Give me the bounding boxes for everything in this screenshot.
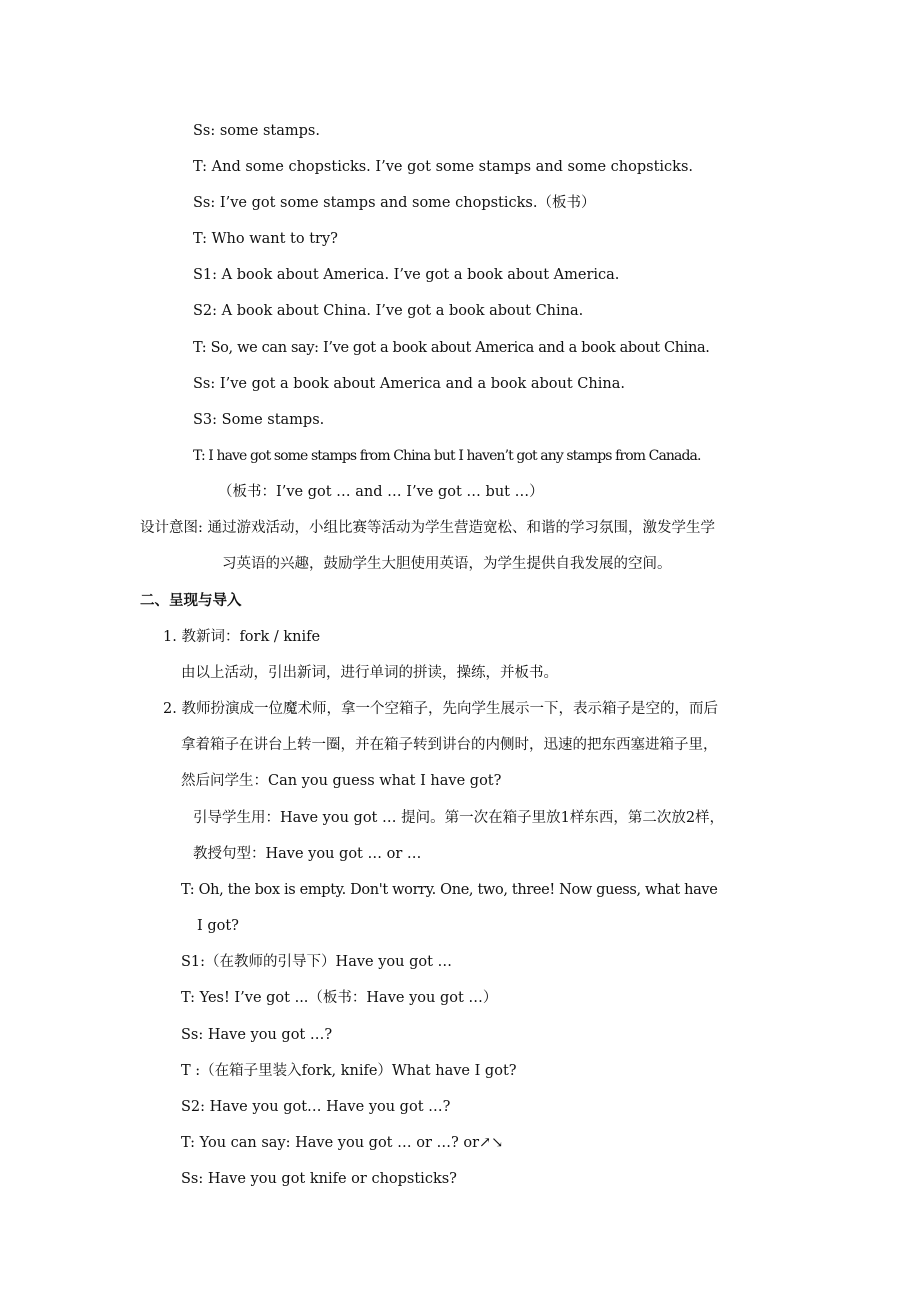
dialogue-line: T: And some chopsticks. I’ve got some stamps and some chopsticks.	[193, 159, 693, 175]
step-description: 然后问学生：Can you guess what I have got?	[181, 773, 502, 789]
dialogue-line: T: Oh, the box is empty. Don't worry. One, two, three! Now guess, what have	[181, 882, 718, 898]
step-description: 由以上活动，引出新词，进行单词的拼读，操练，并板书。	[181, 665, 558, 681]
step-description: 教授句型：Have you got … or …	[193, 846, 422, 862]
step-description: 引导学生用：Have you got … 提问。第一次在箱子里放1样东西，第二次放2样，	[193, 810, 725, 826]
dialogue-line: T: Who want to try?	[193, 231, 338, 247]
dialogue-line: Ss: I’ve got a book about America and a book about China.	[193, 376, 625, 392]
section-heading: 二、呈现与导入	[140, 593, 242, 609]
dialogue-line: Ss: Have you got …?	[181, 1027, 333, 1043]
dialogue-line: Ss: some stamps.	[193, 123, 320, 139]
dialogue-line: Ss: I’ve got some stamps and some chopsticks.（板书）	[193, 195, 596, 211]
dialogue-line: S1:（在教师的引导下）Have you got …	[181, 954, 453, 970]
dialogue-line: Ss: Have you got knife or chopsticks?	[181, 1171, 457, 1187]
dialogue-line: S3: Some stamps.	[193, 412, 325, 428]
dialogue-line: T: So, we can say: I’ve got a book about America and a book about China.	[193, 340, 710, 356]
dialogue-line: S2: Have you got… Have you got …?	[181, 1099, 451, 1115]
step-description: 拿着箱子在讲台上转一圈，并在箱子转到讲台的内侧时，迅速的把东西塞进箱子里，	[181, 737, 718, 753]
dialogue-line: T: You can say: Have you got … or …? or↗↘	[181, 1135, 504, 1151]
dialogue-line: T: Yes! I’ve got ...（板书：Have you got …）	[181, 990, 498, 1006]
board-note: （板书：I’ve got … and … I’ve got … but …）	[218, 484, 544, 500]
design-intent-label: 设计意图: 通过游戏活动，小组比赛等活动为学生营造宽松、和谐的学习氛围，激发学生学	[140, 520, 715, 536]
dialogue-line: S1: A book about America. I’ve got a book about America.	[193, 267, 620, 283]
design-intent-text: 习英语的兴趣，鼓励学生大胆使用英语，为学生提供自我发展的空间。	[222, 556, 672, 572]
step-item: 1. 教新词：fork / knife	[163, 629, 321, 645]
dialogue-line: I got?	[197, 918, 239, 934]
dialogue-line: T :（在箱子里装入fork, knife）What have I got?	[181, 1063, 517, 1079]
step-item: 2. 教师扮演成一位魔术师，拿一个空箱子，先向学生展示一下，表示箱子是空的，而后	[163, 701, 718, 717]
dialogue-line: T: I have got some stamps from China but I haven’t got any stamps from Canada.	[193, 448, 701, 464]
dialogue-line: S2: A book about China. I’ve got a book about China.	[193, 303, 584, 319]
